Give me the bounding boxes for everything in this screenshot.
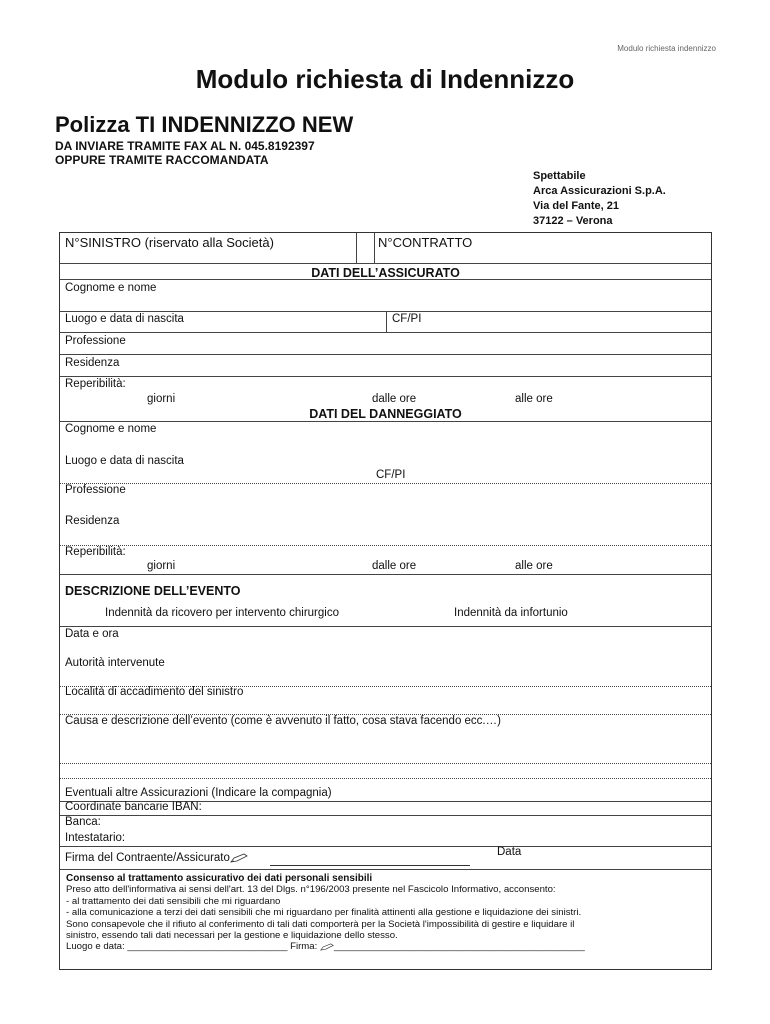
signature-line <box>270 865 470 866</box>
insured-availability-label: Reperibilità: <box>65 378 126 390</box>
section-damaged-title: DATI DEL DANNEGGIATO <box>309 407 462 421</box>
row-line <box>60 354 711 355</box>
row-line <box>60 332 711 333</box>
recipient-city: 37122 – Verona <box>533 215 613 227</box>
event-datetime-field[interactable]: Data e ora <box>65 628 119 640</box>
consent-item: - al trattamento dei dati sensibili che mi riguardano <box>66 895 281 907</box>
signature-field[interactable] <box>65 852 248 864</box>
claim-form <box>59 232 712 970</box>
row-line <box>60 626 711 627</box>
damaged-birth-field[interactable]: Luogo e data di nascita <box>65 455 184 467</box>
row-line <box>60 376 711 377</box>
sinistro-number-label: N°SINISTRO (riservato alla Società) <box>65 235 274 250</box>
damaged-days-field[interactable]: giorni <box>147 560 176 572</box>
row-line <box>60 483 711 484</box>
consent-paragraph: Preso atto dell'informativa ai sensi dell'art. 13 del Dlgs. n°196/2003 presente nel Fascicolo Informativo, acconsento: <box>66 884 556 896</box>
consent-signature-label: Firma: <box>290 941 318 953</box>
authorities-field[interactable]: Autorità intervenute <box>65 657 165 669</box>
consent-paragraph: Sono consapevole che il rifiuto al conferimento di tali dati comporterà per la Società l'impossibilità di gestire e liquidare il <box>66 918 575 930</box>
damaged-availability-label: Reperibilità: <box>65 546 126 558</box>
row-line <box>60 263 711 264</box>
damaged-residence-field[interactable]: Residenza <box>65 515 120 527</box>
divider <box>386 311 387 332</box>
date-field[interactable]: Data <box>497 846 522 858</box>
row-line <box>60 778 711 779</box>
damaged-name-field[interactable]: Cognome e nome <box>65 423 157 435</box>
signature-label: Firma del Contraente/Assicurato <box>65 852 230 864</box>
row-line <box>60 763 711 764</box>
page-header-label: Modulo richiesta indennizzo <box>617 44 716 53</box>
insured-from-hour-field[interactable]: dalle ore <box>372 393 417 405</box>
damaged-to-hour-field[interactable]: alle ore <box>515 560 553 572</box>
consent-signature-field[interactable]: _______________________________________________ <box>333 941 585 953</box>
insured-to-hour-field[interactable]: alle ore <box>515 393 553 405</box>
send-mail-line: OPPURE TRAMITE RACCOMANDATA <box>55 153 269 167</box>
damaged-from-hour-field[interactable]: dalle ore <box>372 560 417 572</box>
send-fax-line: DA INVIARE TRAMITE FAX AL N. 045.8192397 <box>55 139 315 153</box>
consent-place-date-field[interactable]: Luogo e data: ______________________________ <box>66 941 288 953</box>
iban-field[interactable]: Coordinate bancarie IBAN: <box>65 801 202 813</box>
pen-icon <box>230 853 248 863</box>
consent-item: - alla comunicazione a terzi dei dati sensibili che mi riguardano per finalità attinenti alla gestione e liquidazione dei sinistri. <box>66 907 582 919</box>
privacy-consent <box>66 873 706 953</box>
row-line <box>60 279 711 280</box>
recipient-address <box>533 169 666 229</box>
event-location-field[interactable]: Località di accadimento del sinistro <box>65 686 244 698</box>
page-title: Modulo richiesta di Indennizzo <box>195 64 575 94</box>
recipient-company: Arca Assicurazioni S.p.A. <box>533 185 666 197</box>
divider <box>356 233 357 263</box>
row-line <box>60 846 711 847</box>
insured-name-field[interactable]: Cognome e nome <box>65 282 157 294</box>
insured-profession-field[interactable]: Professione <box>65 335 126 347</box>
send-instructions <box>55 139 315 167</box>
hospital-indemnity-option[interactable]: Indennità da ricovero per intervento chirurgico <box>105 607 339 619</box>
insured-cf-field[interactable]: CF/PI <box>392 313 422 325</box>
row-line <box>60 545 711 546</box>
damaged-profession-field[interactable]: Professione <box>65 484 126 496</box>
bank-field[interactable]: Banca: <box>65 816 101 828</box>
insured-days-field[interactable]: giorni <box>147 393 176 405</box>
recipient-greeting: Spettabile <box>533 170 586 182</box>
row-line <box>60 421 711 422</box>
consent-title: Consenso al trattamento assicurativo dei dati personali sensibili <box>66 873 373 884</box>
damaged-cf-field[interactable]: CF/PI <box>376 469 406 481</box>
divider <box>374 233 375 263</box>
recipient-street: Via del Fante, 21 <box>533 200 620 212</box>
section-insured-title: DATI DELL’ASSICURATO <box>311 266 460 280</box>
event-description-field[interactable]: Causa e descrizione dell’evento (come è avvenuto il fatto, cosa stava facendo ecc.…) <box>65 715 501 727</box>
insured-residence-field[interactable]: Residenza <box>65 357 120 369</box>
contract-number-label: N°CONTRATTO <box>378 235 473 250</box>
other-insurance-field[interactable]: Eventuali altre Assicurazioni (Indicare la compagnia) <box>65 787 332 799</box>
consent-paragraph: sinistro, essendo tali dati necessari per la gestione e liquidazione dello stesso. <box>66 930 398 942</box>
row-line <box>60 869 711 870</box>
consent-signature-row <box>66 941 706 952</box>
row-line <box>60 815 711 816</box>
accident-indemnity-option[interactable]: Indennità da infortunio <box>454 607 568 619</box>
row-line <box>60 574 711 575</box>
policy-name: Polizza TI INDENNIZZO NEW <box>55 112 354 137</box>
section-event-title: DESCRIZIONE DELL’EVENTO <box>65 584 241 598</box>
account-holder-field[interactable]: Intestatario: <box>65 832 126 844</box>
pen-icon <box>320 943 334 951</box>
insured-birth-field[interactable]: Luogo e data di nascita <box>65 313 184 325</box>
